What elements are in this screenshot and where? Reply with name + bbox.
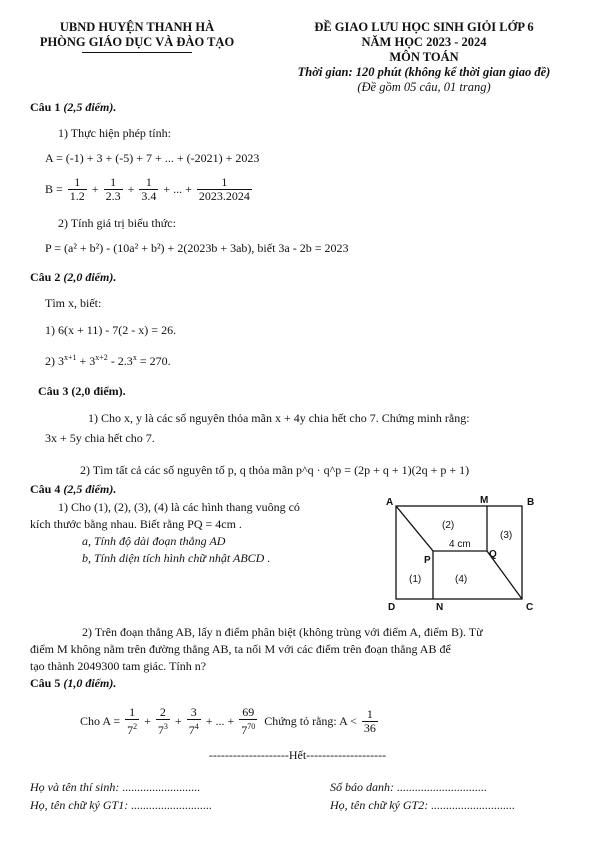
q2-intro: Tìm x, biết: <box>45 296 102 310</box>
header-left <box>22 20 252 53</box>
candidate-number: Số báo danh: .............................. <box>330 780 487 794</box>
q3-part2: 2) Tìm tất cả các số nguyên tố p, q thỏa mãn p^q · q^p = (2p + q + 1)(2q + p + 1) <box>80 463 470 477</box>
eq2-exp: x <box>132 353 137 362</box>
q1-expr-P: P = (a² + b²) - (10a² + b²) + 2(2023b + 3ab), biết 3a - 2b = 2023 <box>45 241 349 255</box>
q2-title: Câu 2 <box>30 270 61 284</box>
frac-num: 1 <box>68 176 87 190</box>
frac-num: 1 <box>139 176 158 190</box>
frac-num: 1 <box>197 176 252 190</box>
region-2: (2) <box>442 520 455 531</box>
q2-eq2 <box>45 353 171 369</box>
q1-expr-A: A = (-1) + 3 + (-5) + 7 + ... + (-2021) + 2023 <box>45 151 260 165</box>
q5-frac-2 <box>156 706 170 737</box>
den-exp: 2 <box>133 722 138 731</box>
q3-part1: 1) Cho x, y là các số nguyên thỏa mãn x + 4y chia hết cho 7. Chứng minh rằng: <box>88 411 470 425</box>
frac-num: 3 <box>187 706 201 720</box>
region-3: (3) <box>500 530 513 541</box>
page-count: (Đề gồm 05 câu, 01 trang) <box>357 80 491 94</box>
den-exp: 70 <box>247 722 256 731</box>
q4-points: (2,5 điểm). <box>63 482 117 496</box>
den-base: 7 <box>188 723 195 737</box>
time-limit: Thời gian: 120 phút (không kể thời gian giao đề) <box>297 65 551 79</box>
q3-title: Câu 3 <box>38 384 69 398</box>
q5-dots: + ... + <box>205 714 235 728</box>
region-4: (4) <box>455 574 468 585</box>
den-base: 7 <box>127 723 134 737</box>
pq-length: 4 cm <box>449 539 471 550</box>
q4-title: Câu 4 <box>30 482 61 496</box>
frac-den: 36 <box>363 721 376 735</box>
frac-den: 2023.2024 <box>198 189 250 203</box>
q2-heading <box>30 270 116 285</box>
eq2-exp: x+1 <box>64 353 77 362</box>
region-1: (1) <box>409 574 422 585</box>
q2-points: (2,0 điểm). <box>63 270 117 284</box>
district-name: UBND HUYỆN THANH HÀ <box>59 20 215 34</box>
den-base: 7 <box>157 723 164 737</box>
den-exp: 4 <box>194 722 199 731</box>
B-frac-2 <box>104 176 123 203</box>
frac-num: 1 <box>362 708 378 722</box>
B-prefix: B = <box>45 182 63 196</box>
q5-cho: Cho A = <box>80 714 121 728</box>
exam-title: ĐỀ GIAO LƯU HỌC SINH GIỎI LỚP 6 <box>314 20 534 34</box>
q4-line2: kích thước bằng nhau. Biết rằng PQ = 4cm . <box>30 517 242 531</box>
eq2-part: - 2.3 <box>107 354 133 368</box>
frac-den: 1.2 <box>69 189 85 203</box>
q4-part-a: a, Tính độ dài đoạn thẳng AD <box>82 534 226 548</box>
q4-part2-l2: điểm M không nằm trên đường thẳng AB, ta nối M với các điểm trên đoạn thẳng AB để <box>30 642 451 656</box>
label-B: B <box>527 497 535 508</box>
eq2-exp: x+2 <box>95 353 108 362</box>
q5-title: Câu 5 <box>30 676 61 690</box>
q5-heading <box>30 676 116 691</box>
q1-expr-B: B = $\frac{1}{1.2}$ + $\frac{1}{2.3}$ + $\frac{1}{3.4}$ + ... + $\frac{1}{2023.2024}$ <box>45 175 250 203</box>
eq2-part: + 3 <box>76 354 96 368</box>
label-A: A <box>386 497 394 508</box>
label-M: M <box>480 495 489 506</box>
department-name: PHÒNG GIÁO DỤC VÀ ĐÀO TẠO <box>39 35 235 49</box>
header-underline <box>82 52 192 53</box>
frac-den: 3.4 <box>141 189 157 203</box>
frac-den: 2.3 <box>105 189 121 203</box>
school-year: NĂM HỌC 2023 - 2024 <box>361 35 487 49</box>
q5-frac-last <box>239 706 257 737</box>
frac-den <box>156 720 170 737</box>
end-marker: --------------------Hết-------------------- <box>208 748 387 762</box>
frac-num: 2 <box>156 706 170 720</box>
frac-den <box>239 720 257 737</box>
B-frac-last <box>197 176 252 203</box>
q5-claim: Chứng tỏ rằng: A < <box>264 714 357 728</box>
q5-frac-3 <box>187 706 201 737</box>
q4-heading <box>30 482 116 497</box>
q4-part2-l3: tạo thành 2049300 tam giác. Tính n? <box>30 659 207 673</box>
q1-part2: 2) Tính giá trị biểu thức: <box>58 216 176 230</box>
B-frac-3 <box>139 176 158 203</box>
label-Q: Q <box>489 549 497 560</box>
candidate-name: Họ và tên thí sinh: .......................... <box>30 780 201 794</box>
q5-rhs-frac <box>362 708 378 735</box>
supervisor2: Họ, tên chữ ký GT2: ............................ <box>330 798 516 812</box>
header-right <box>268 20 580 95</box>
eq2-part: 2) 3 <box>45 354 64 368</box>
den-exp: 3 <box>163 722 168 731</box>
q3-points: (2,0 điểm). <box>71 384 126 398</box>
q3-heading <box>38 384 126 399</box>
den-base: 7 <box>241 723 248 737</box>
q5-points: (1,0 điểm). <box>63 676 117 690</box>
frac-den <box>187 720 201 737</box>
q4-part2-l1: 2) Trên đoạn thẳng AB, lấy n điểm phân biệt (không trùng với điểm A, điểm B). Từ <box>82 625 483 639</box>
frac-num: 1 <box>104 176 123 190</box>
B-dots: + ... + <box>163 182 192 196</box>
supervisor1: Họ, tên chữ ký GT1: ........................... <box>30 798 213 812</box>
trapezoid-edge-left <box>396 506 433 599</box>
q3-part1-cont: 3x + 5y chia hết cho 7. <box>45 431 155 445</box>
q4-line1: 1) Cho (1), (2), (3), (4) là các hình thang vuông có <box>58 500 300 514</box>
label-D: D <box>388 602 396 613</box>
label-N: N <box>436 602 444 613</box>
label-P: P <box>424 555 431 566</box>
q1-part1: 1) Thực hiện phép tính: <box>58 126 171 140</box>
q5-frac-1 <box>125 706 139 737</box>
label-C: C <box>526 602 534 613</box>
frac-num: 69 <box>239 706 257 720</box>
eq2-part: = 270. <box>136 354 171 368</box>
q2-eq1: 1) 6(x + 11) - 7(2 - x) = 26. <box>45 323 177 337</box>
subject: MÔN TOÁN <box>389 50 459 64</box>
q1-title: Câu 1 <box>30 100 61 114</box>
q1-heading <box>30 100 116 115</box>
frac-num: 1 <box>125 706 139 720</box>
B-frac-1 <box>68 176 87 203</box>
q4-part-b: b, Tính diện tích hình chữ nhật ABCD . <box>82 551 271 565</box>
q5-expression: Cho A = $\frac{1}{7^2}$ + $\frac{2}{7^3}$ + $\frac{3}{7^4}$ + ... + $\frac{69}{7^{70}}$ Chứng tỏ rằng: A < $\frac{1}{36}$ <box>80 705 376 737</box>
trapezoid-figure <box>378 494 548 614</box>
frac-den <box>125 720 139 737</box>
rectangle-abcd <box>396 506 522 599</box>
q1-points: (2,5 điểm). <box>63 100 117 114</box>
